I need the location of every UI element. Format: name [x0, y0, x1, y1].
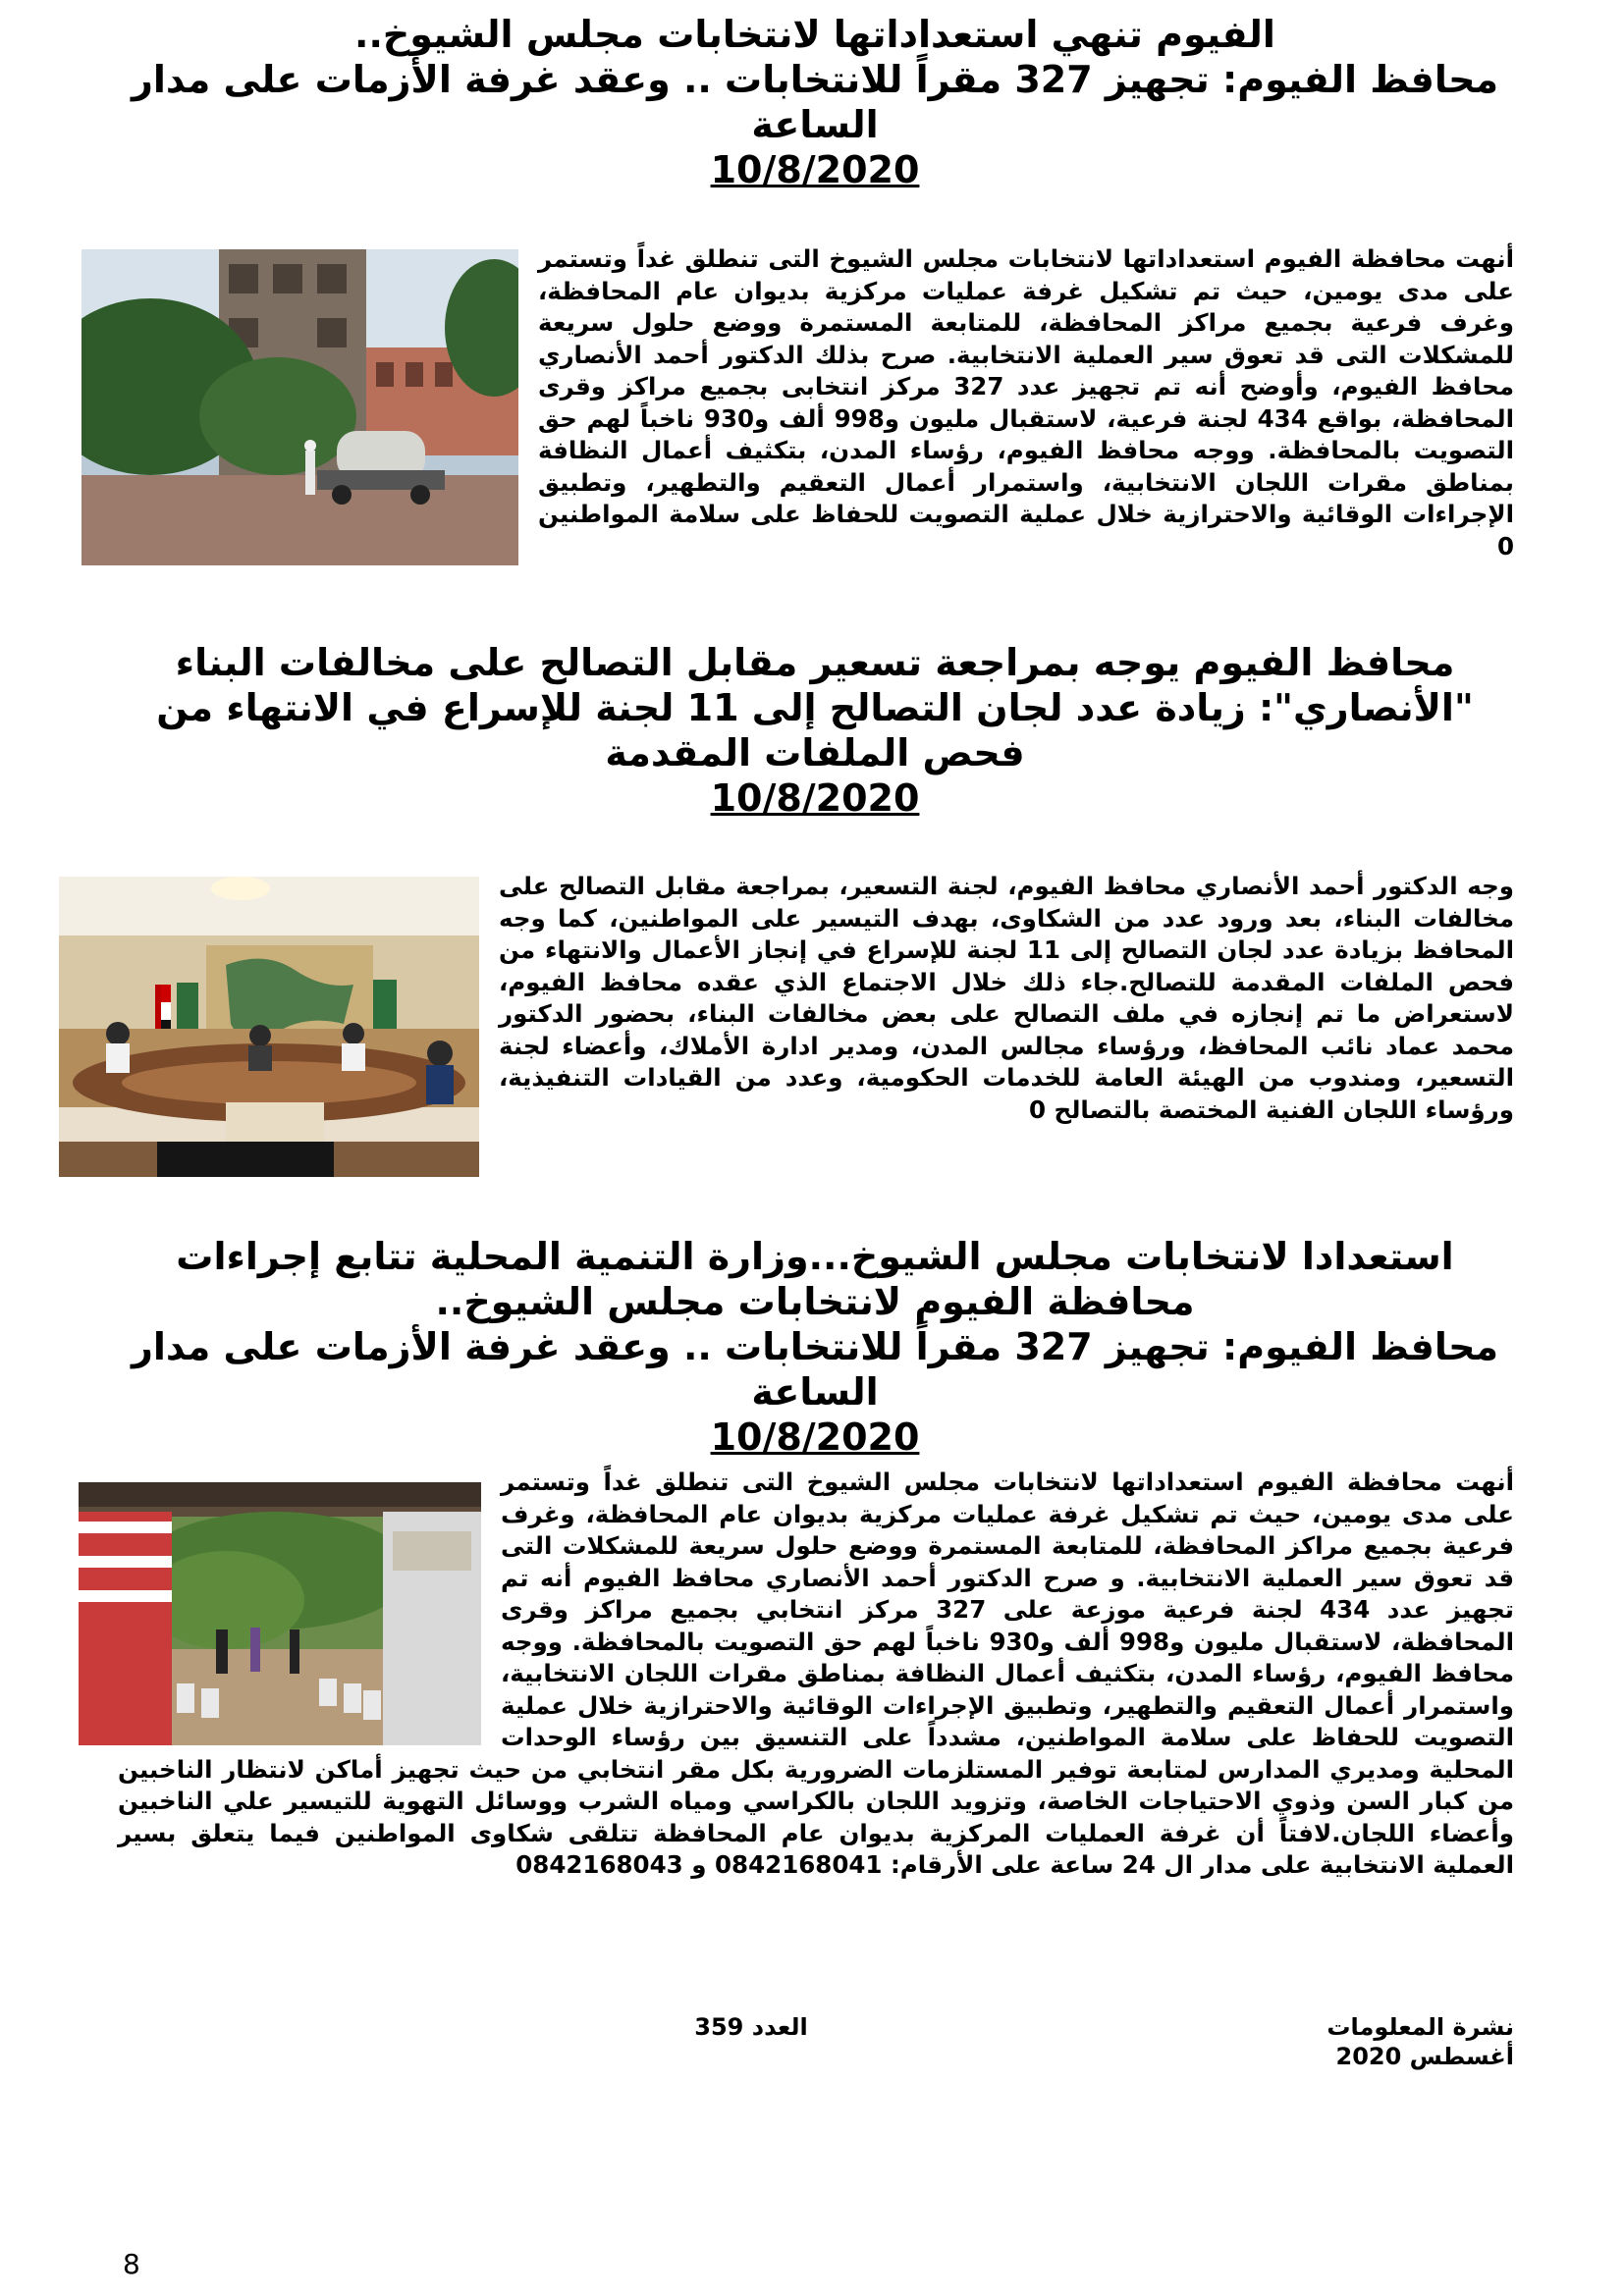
- article2-headline: [128, 640, 1502, 821]
- footer-publication-block: [1276, 2012, 1514, 2071]
- article1-headline: [128, 12, 1502, 192]
- article3-date: 10/8/2020: [710, 1415, 920, 1459]
- page-number: 8: [123, 2248, 140, 2280]
- footer-publication: نشرة المعلومات: [1326, 2013, 1514, 2041]
- article1-date: 10/8/2020: [710, 148, 920, 191]
- article3-headline-line: محافظ الفيوم: تجهيز 327 مقراً للانتخابات .. وعقد غرفة الأزمات على مدار الساعة: [131, 1325, 1499, 1414]
- article1-headline-line: محافظ الفيوم: تجهيز 327 مقراً للانتخابات .. وعقد غرفة الأزمات على مدار الساعة: [131, 58, 1499, 146]
- article3-headline: [128, 1234, 1502, 1460]
- article3-body: أنهت محافظة الفيوم استعداداتها لانتخابات مجلس الشيوخ التى تنطلق غداً وتستمر على مدى يومين، حيث تم تشكيل غرفة عمليات مركزية بديوان عام المحافظة، وغرف فرعية بجميع مراكز المحافظة، للمتابعة المستمرة ووضع حلول سريعة للمشكلات التى قد تعوق سير العملية الانتخابية. و صرح الدكتور أحمد الأنصاري محافظ الفيوم أنه تم تجهيز عدد 434 لجنة فرعية موزعة على 327 مركز انتخابي بجميع مراكز وقرى المحافظة، لاستقبال مليون و998 ألف و930 ناخباً لهم حق التصويت بالمحافظة. ووجه محافظ الفيوم، رؤساء المدن، بتكثيف أعمال النظافة بمناطق مقرات اللجان الانتخابية، واستمرار أعمال التعقيم والتطهير، وتطبيق الإجراءات الوقائية والاحترازية خلال عملية التصويت للحفاظ على سلامة المواطنين، مشدداً على التنسيق بين رؤساء الوحدات المحلية ومديري المدارس لمتابعة توفير المستلزمات الضرورية بكل مقر انتخابي من حيث تجهيز أماكن لانتظار الناخبين من كبار السن وذوي الاحتياجات الخاصة، وتزويد اللجان بالكراسي ومياه الشرب ووسائل التهوية للتيسير علي الناخبين وأعضاء اللجان.لافتاً أن غرفة العمليات المركزية بديوان عام المحافظة تتلقى شكاوى المواطنين فيما يتعلق بسير العملية الانتخابية على مدار ال 24 ساعة على الأرقام: 0842168041 و 0842168043: [118, 1468, 1514, 1879]
- article1-headline-line: الفيوم تنهي استعداداتها لانتخابات مجلس الشيوخ..: [354, 13, 1275, 56]
- footer-month: أغسطس 2020: [1335, 2043, 1514, 2070]
- article1-photo: [81, 249, 518, 565]
- article2-date: 10/8/2020: [710, 776, 920, 820]
- article1-body: أنهت محافظة الفيوم استعداداتها لانتخابات مجلس الشيوخ التى تنطلق غداً وتستمر على مدى يومين، حيث تم تشكيل غرفة عمليات مركزية بديوان عام المحافظة، وغرف فرعية بجميع مراكز المحافظة، للمتابعة المستمرة ووضع حلول سريعة للمشكلات التى قد تعوق سير العملية الانتخابية. صرح بذلك الدكتور أحمد الأنصاري محافظ الفيوم، وأوضح أنه تم تجهيز عدد 327 مركز انتخابى بجميع مراكز وقرى المحافظة، بواقع 434 لجنة فرعية، لاستقبال مليون و998 ألف و930 ناخباً لهم حق التصويت بالمحافظة. ووجه محافظ الفيوم، رؤساء المدن، بتكثيف أعمال النظافة بمناطق مقرات اللجان الانتخابية، واستمرار أعمال التعقيم والتطهير، وتطبيق الإجراءات الوقائية والاحترازية خلال عملية التصويت للحفاظ على سلامة المواطنين 0: [538, 244, 1514, 561]
- footer-issue: العدد 359: [694, 2013, 808, 2041]
- article2-body: وجه الدكتور أحمد الأنصاري محافظ الفيوم، لجنة التسعير، بمراجعة مقابل التصالح على مخالفات البناء، بعد ورود عدد من الشكاوى، بهدف التيسير على المواطنين، كما وجه المحافظ بزيادة عدد لجان التصالح إلى 11 لجنة للإسراع في إنجاز الأعمال والانتهاء من فحص الملفات المقدمة للتصالح.جاء ذلك خلال الاجتماع الذي عقده محافظ الفيوم، لاستعراض ما تم إنجازه في ملف التصالح على بعض مخالفات البناء، بحضور الدكتور محمد عماد نائب المحافظ، ورؤساء مجالس المدن، ومدير ادارة الأملاك، وأعضاء لجنة التسعير، ومندوب من الهيئة العامة للخدمات الحكومية، وعدد من القيادات التنفيذية، ورؤساء اللجان الفنية المختصة بالتصالح 0: [499, 872, 1514, 1124]
- article2-photo: [59, 877, 479, 1177]
- article2-headline-line: محافظ الفيوم يوجه بمراجعة تسعير مقابل التصالح على مخالفات البناء: [175, 641, 1455, 684]
- article3-headline-line: استعدادا لانتخابات مجلس الشيوخ...وزارة التنمية المحلية تتابع إجراءات محافظة الفيوم لانتخابات مجلس الشيوخ..: [176, 1235, 1454, 1323]
- article2-headline-line: "الأنصاري": زيادة عدد لجان التصالح إلى 11 لجنة للإسراع في الانتهاء من فحص الملفات المقدمة: [156, 686, 1474, 774]
